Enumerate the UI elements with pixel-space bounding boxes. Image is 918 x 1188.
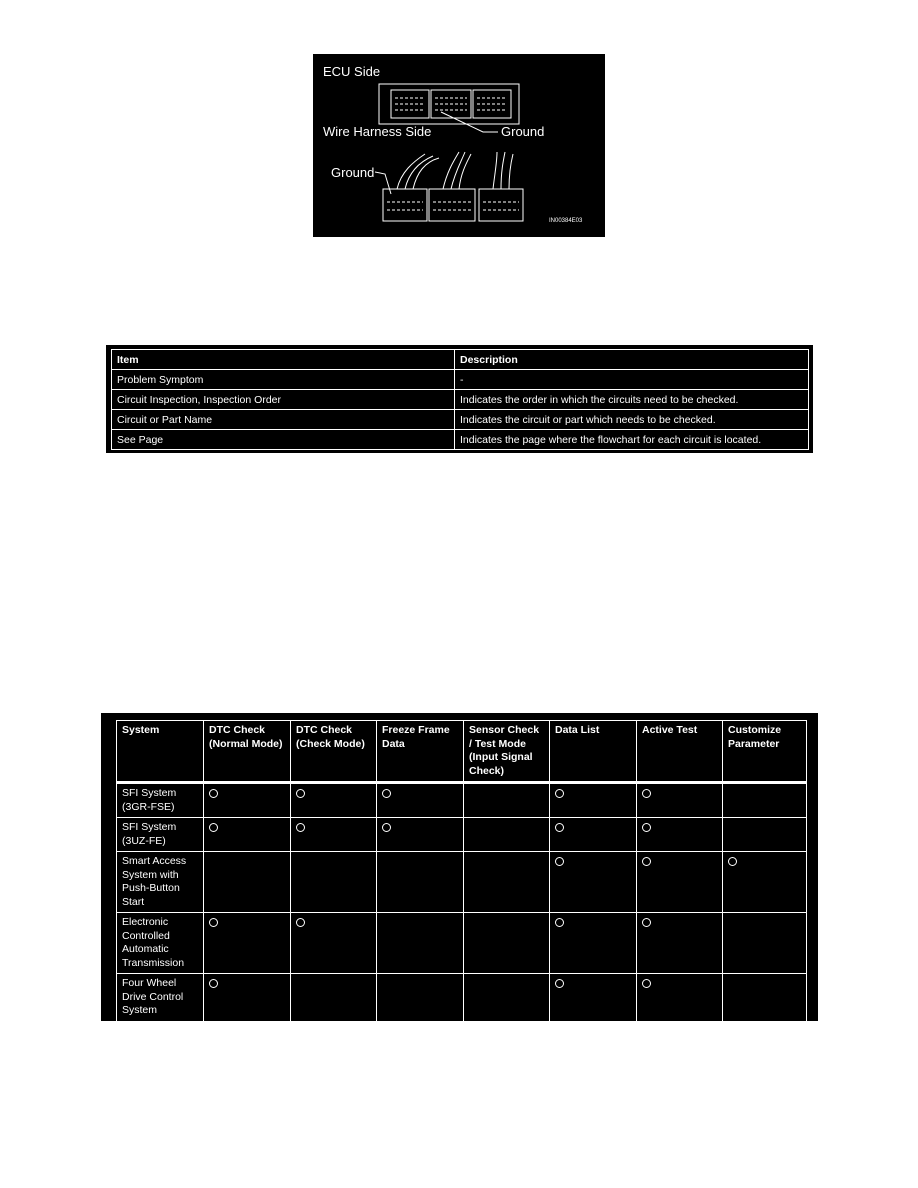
function-cell xyxy=(204,974,291,1022)
item-cell: Circuit or Part Name xyxy=(112,410,455,430)
function-cell xyxy=(377,974,464,1022)
function-cell xyxy=(204,913,291,974)
label-wire-harness-side: Wire Harness Side xyxy=(323,124,432,139)
table-row xyxy=(112,430,809,450)
circle-mark-icon xyxy=(642,789,651,798)
function-cell xyxy=(291,974,377,1022)
function-cell xyxy=(550,852,637,913)
function-cell xyxy=(377,783,464,818)
system-rows xyxy=(117,783,807,1022)
function-cell xyxy=(637,913,723,974)
header-data-list: Data List xyxy=(550,721,637,783)
function-cell xyxy=(291,818,377,852)
ecu-connector-figure xyxy=(312,53,606,238)
harness-connector-1 xyxy=(383,189,427,221)
description-cell: - xyxy=(455,370,809,390)
figure-code: IN00384E03 xyxy=(549,218,583,224)
function-cell xyxy=(723,783,807,818)
table-row xyxy=(117,818,807,852)
circle-mark-icon xyxy=(642,979,651,988)
system-function-table-panel xyxy=(101,713,818,1021)
function-cell xyxy=(723,974,807,1022)
circle-mark-icon xyxy=(555,918,564,927)
header-description: Description xyxy=(455,350,809,370)
circle-mark-icon xyxy=(555,857,564,866)
description-cell: Indicates the circuit or part which needs to be checked. xyxy=(455,410,809,430)
circle-mark-icon xyxy=(728,857,737,866)
function-cell xyxy=(637,818,723,852)
item-cell: Circuit Inspection, Inspection Order xyxy=(112,390,455,410)
table-row xyxy=(117,913,807,974)
header-system: System xyxy=(117,721,204,783)
circle-mark-icon xyxy=(296,789,305,798)
harness-connector-3 xyxy=(479,189,523,221)
label-ecu-side: ECU Side xyxy=(323,64,381,79)
description-cell: Indicates the order in which the circuits need to be checked. xyxy=(455,390,809,410)
function-cell xyxy=(291,783,377,818)
label-ground-right: Ground xyxy=(501,124,545,139)
function-cell xyxy=(637,974,723,1022)
function-cell xyxy=(464,852,550,913)
header-active-test: Active Test xyxy=(637,721,723,783)
function-cell xyxy=(723,852,807,913)
header-customize: Customize Parameter xyxy=(723,721,807,783)
harness-connector-2 xyxy=(429,189,475,221)
function-cell xyxy=(723,913,807,974)
item-description-table-panel xyxy=(106,345,813,453)
system-cell: Smart Access System with Push-Button Start xyxy=(117,852,204,913)
header-dtc-normal: DTC Check (Normal Mode) xyxy=(204,721,291,783)
function-cell xyxy=(550,783,637,818)
circle-mark-icon xyxy=(209,789,218,798)
function-cell xyxy=(464,783,550,818)
circle-mark-icon xyxy=(209,918,218,927)
function-cell xyxy=(637,852,723,913)
table-row xyxy=(112,390,809,410)
circle-mark-icon xyxy=(642,823,651,832)
table-header-row xyxy=(112,350,809,370)
system-function-table xyxy=(116,720,807,1022)
function-cell xyxy=(291,913,377,974)
label-ground-left: Ground xyxy=(331,165,375,180)
item-cell: See Page xyxy=(112,430,455,450)
circle-mark-icon xyxy=(382,823,391,832)
function-cell xyxy=(204,783,291,818)
connector-diagram xyxy=(313,54,607,239)
system-cell: SFI System (3UZ-FE) xyxy=(117,818,204,852)
circle-mark-icon xyxy=(555,823,564,832)
function-cell xyxy=(637,783,723,818)
system-cell: SFI System (3GR-FSE) xyxy=(117,783,204,818)
circle-mark-icon xyxy=(642,918,651,927)
header-item: Item xyxy=(112,350,455,370)
header-sensor-check: Sensor Check / Test Mode (Input Signal Check) xyxy=(464,721,550,783)
description-cell: Indicates the page where the flowchart for each circuit is located. xyxy=(455,430,809,450)
table-row xyxy=(117,852,807,913)
function-cell xyxy=(291,852,377,913)
function-cell xyxy=(377,913,464,974)
circle-mark-icon xyxy=(209,979,218,988)
function-cell xyxy=(550,974,637,1022)
circle-mark-icon xyxy=(296,823,305,832)
header-freeze-frame: Freeze Frame Data xyxy=(377,721,464,783)
function-cell xyxy=(464,974,550,1022)
system-cell: Four Wheel Drive Control System xyxy=(117,974,204,1022)
circle-mark-icon xyxy=(209,823,218,832)
circle-mark-icon xyxy=(642,857,651,866)
function-cell xyxy=(204,818,291,852)
table-row xyxy=(117,974,807,1022)
circle-mark-icon xyxy=(382,789,391,798)
header-dtc-check: DTC Check (Check Mode) xyxy=(291,721,377,783)
circle-mark-icon xyxy=(296,918,305,927)
function-cell xyxy=(723,818,807,852)
item-cell: Problem Symptom xyxy=(112,370,455,390)
table-row xyxy=(117,783,807,818)
circle-mark-icon xyxy=(555,789,564,798)
system-cell: Electronic Controlled Automatic Transmission xyxy=(117,913,204,974)
function-cell xyxy=(464,913,550,974)
table-row xyxy=(112,410,809,430)
table-header-row xyxy=(117,721,807,783)
function-cell xyxy=(464,818,550,852)
function-cell xyxy=(377,852,464,913)
function-cell xyxy=(377,818,464,852)
function-cell xyxy=(550,818,637,852)
function-cell xyxy=(204,852,291,913)
item-description-table xyxy=(111,349,809,450)
function-cell xyxy=(550,913,637,974)
table-row xyxy=(112,370,809,390)
circle-mark-icon xyxy=(555,979,564,988)
